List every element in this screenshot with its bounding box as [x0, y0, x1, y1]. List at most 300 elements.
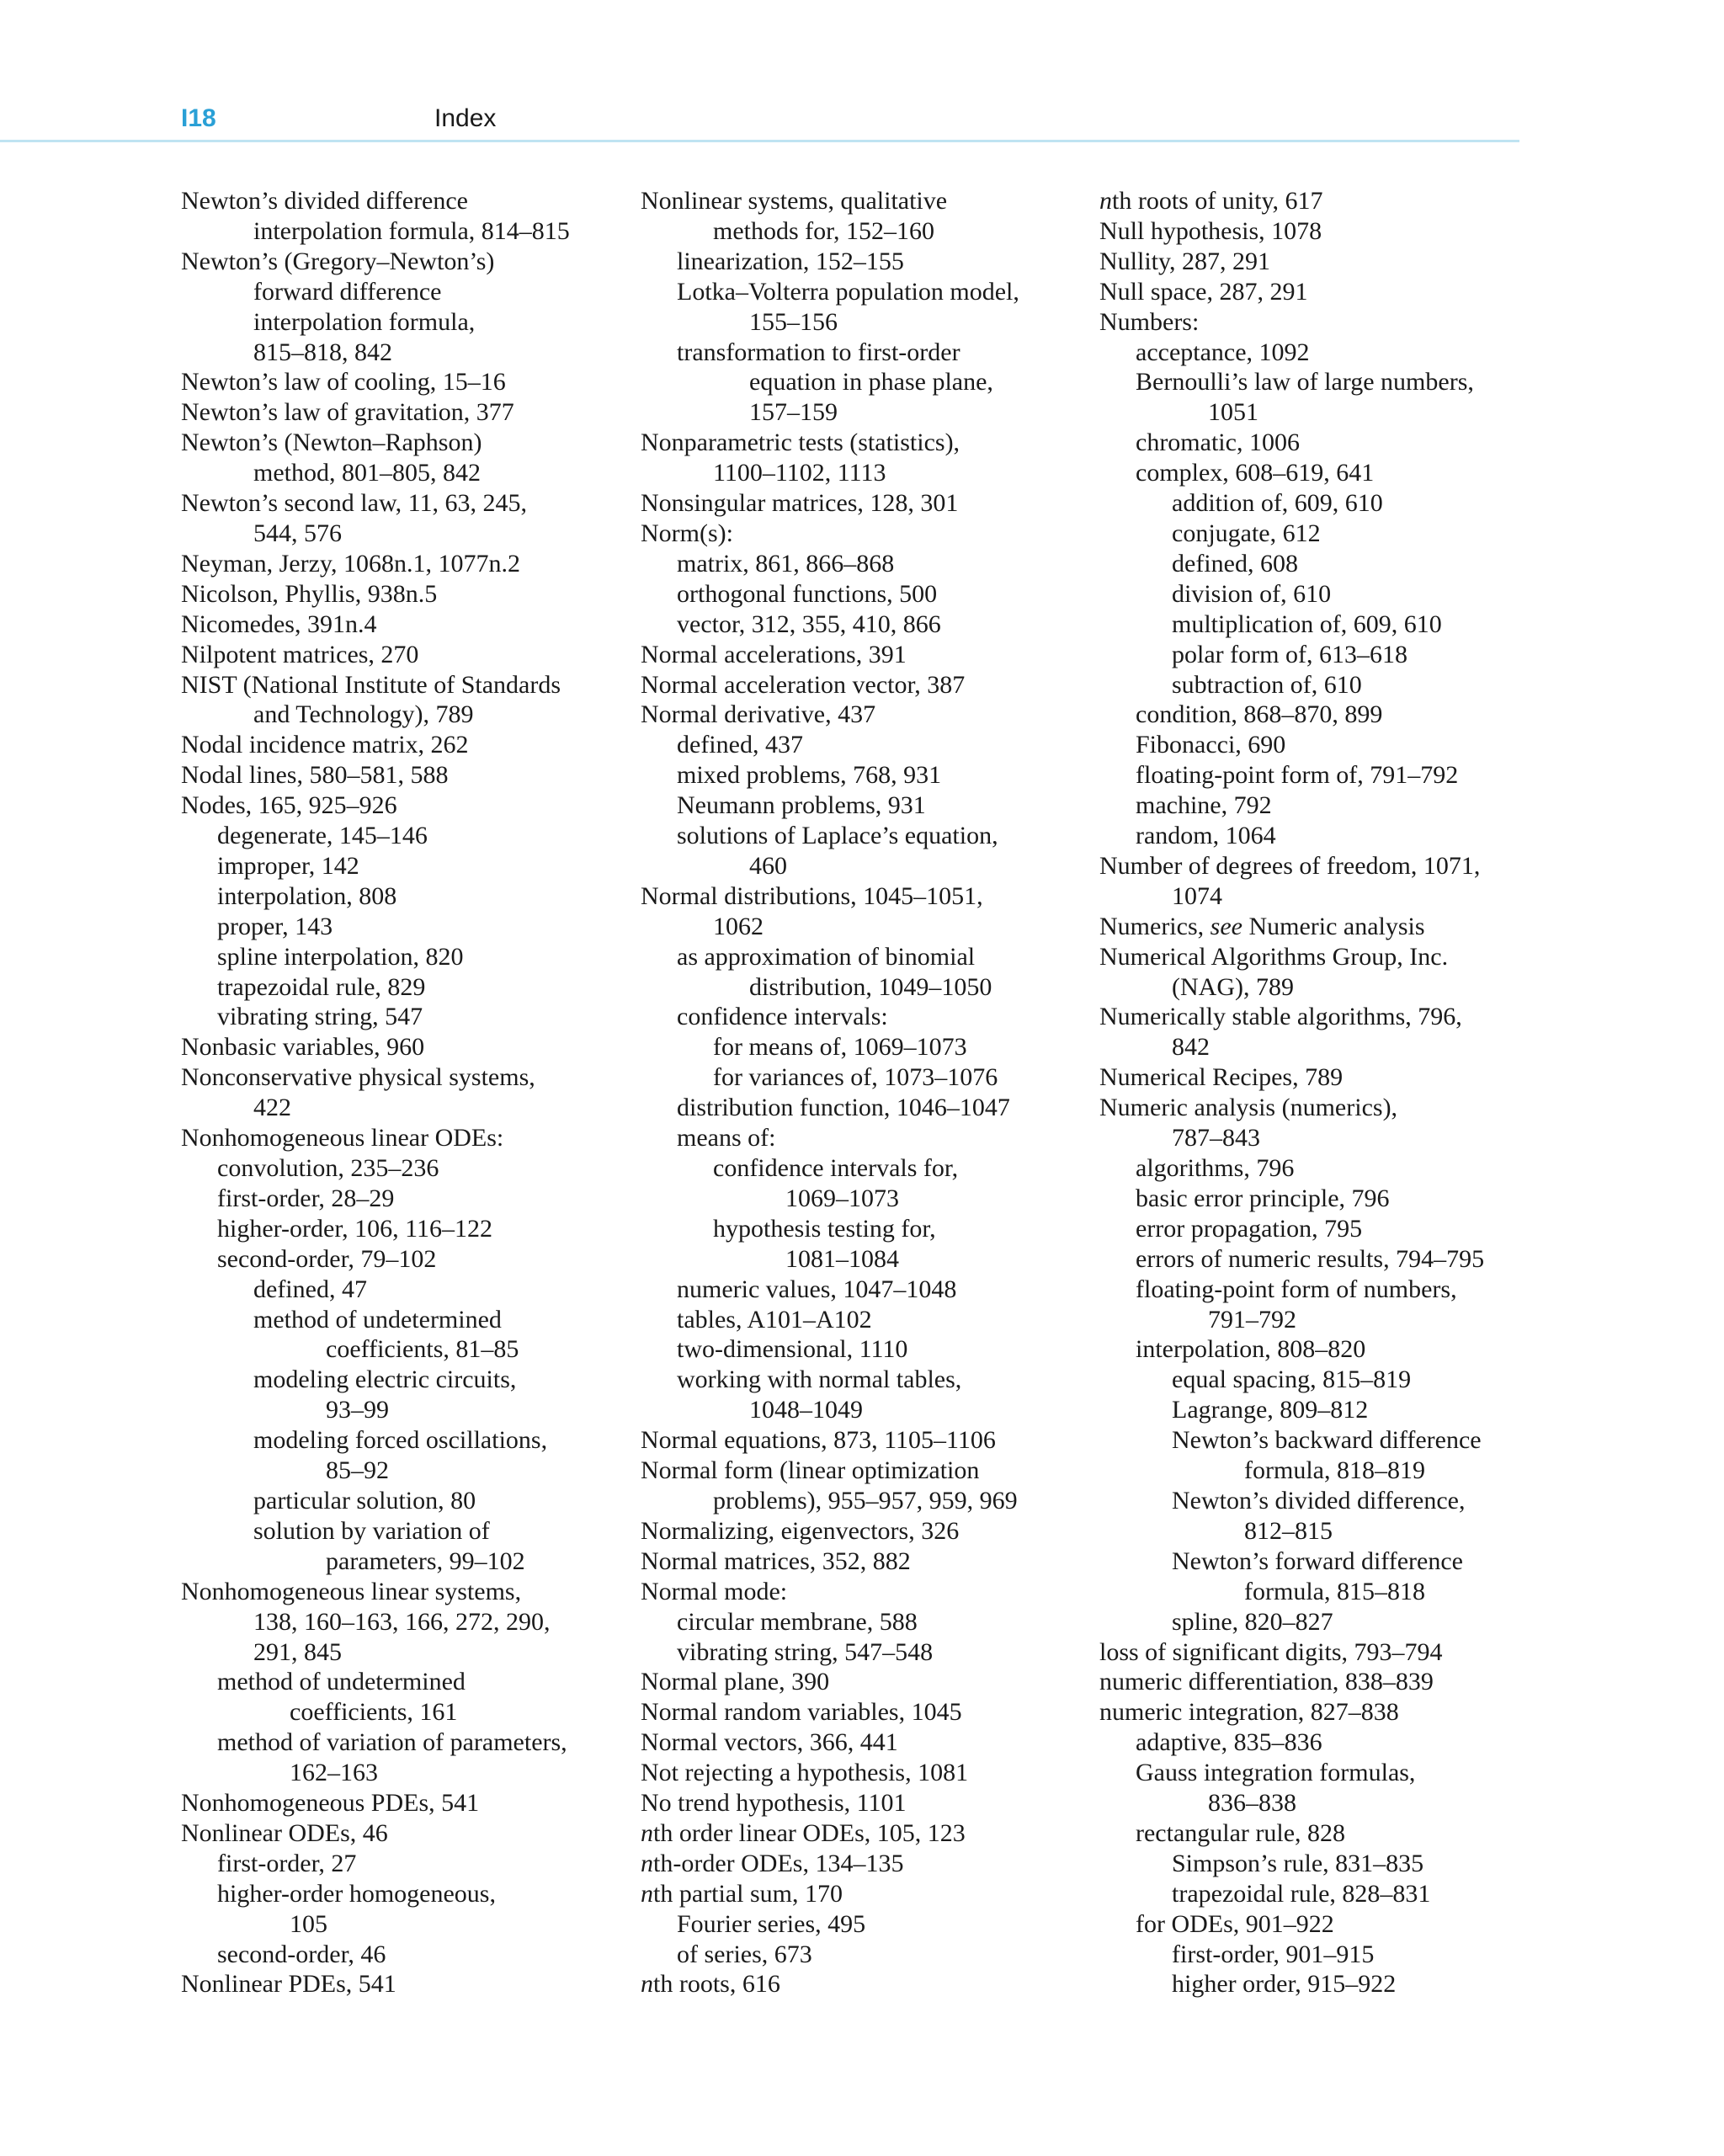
index-entry-text: adaptive, 835–836 [1136, 1728, 1322, 1757]
index-entry [1099, 1425, 1571, 1486]
index-entry-text: Number of degrees of freedom, 1071, [1099, 851, 1481, 880]
index-entry [641, 821, 1112, 881]
index-entry [181, 1486, 652, 1516]
index-entry [641, 791, 1112, 821]
index-entry [181, 1184, 652, 1214]
index-entry [641, 1425, 1112, 1456]
index-entry [181, 1002, 652, 1032]
index-entry-continuation: 93–99 [326, 1396, 389, 1424]
index-entry [181, 1849, 652, 1879]
index-entry-text: loss of significant digits, 793–794 [1099, 1637, 1443, 1666]
index-entry [181, 367, 652, 397]
index-entry-continuation: 85–92 [326, 1456, 389, 1485]
index-entry-text: Fibonacci, 690 [1136, 731, 1286, 759]
index-entry [181, 1275, 652, 1305]
index-entry-text: nth-order ODEs, 134–135 [641, 1849, 904, 1877]
index-entry-text: Normal random variables, 1045 [641, 1698, 962, 1727]
index-entry [181, 186, 652, 247]
index-entry-continuation: equation in phase plane, [749, 368, 993, 397]
index-entry [1099, 1607, 1571, 1637]
index-entry-text: Nonparametric tests (statistics), [641, 429, 960, 457]
index-entry [1099, 1879, 1571, 1909]
index-entry-text: Numerical Algorithms Group, Inc. [1099, 942, 1449, 971]
index-entry-text: polar form of, 613–618 [1172, 640, 1407, 668]
index-entry [181, 912, 652, 942]
index-entry [181, 851, 652, 881]
index-entry [1099, 307, 1571, 338]
index-entry [641, 1758, 1112, 1788]
header-rule [0, 140, 1519, 142]
index-entry-text: hypothesis testing for, [713, 1214, 936, 1243]
index-entry [181, 1153, 652, 1184]
index-entry-text: Nullity, 287, 291 [1099, 247, 1271, 275]
index-entry-continuation: interpolation formula, 814–815 [253, 216, 570, 245]
running-head-title: Index [434, 104, 497, 132]
index-entry [1099, 1334, 1571, 1365]
index-entry-text: first-order, 28–29 [217, 1184, 395, 1212]
index-entry-text: Newton’s second law, 11, 63, 245, [181, 489, 528, 518]
index-entry-text: Normal matrices, 352, 882 [641, 1546, 911, 1575]
index-entry-continuation: 162–163 [290, 1759, 378, 1787]
index-entry-text: proper, 143 [217, 912, 333, 940]
index-entry [1099, 1667, 1571, 1697]
index-entry-text: Neyman, Jerzy, 1068n.1, 1077n.2 [181, 549, 520, 578]
index-entry-continuation: 815–818, 842 [253, 338, 392, 366]
index-entry-text: interpolation, 808 [217, 881, 397, 910]
index-entry-text: spline interpolation, 820 [217, 942, 464, 971]
index-entry-continuation: forward difference [253, 277, 442, 306]
index-entry [181, 1032, 652, 1062]
index-entry [1099, 488, 1571, 519]
index-entry [641, 1788, 1112, 1818]
index-entry-text: Simpson’s rule, 831–835 [1172, 1849, 1424, 1877]
index-entry [1099, 1849, 1571, 1879]
index-entry [1099, 730, 1571, 760]
index-entry-text: acceptance, 1092 [1136, 338, 1310, 366]
index-entry-continuation: 157–159 [749, 398, 838, 427]
index-entry [641, 428, 1112, 488]
index-entry-text: Newton’s law of cooling, 15–16 [181, 368, 506, 397]
index-entry-text: nth partial sum, 170 [641, 1879, 843, 1908]
index-entry-text: Normal equations, 873, 1105–1106 [641, 1426, 996, 1455]
index-entry-text: transformation to first-order [677, 338, 960, 366]
index-entry [1099, 1275, 1571, 1335]
index-entry-continuation: coefficients, 81–85 [326, 1335, 519, 1364]
index-entry [1099, 428, 1571, 458]
index-entry-text: degenerate, 145–146 [217, 822, 428, 850]
index-entry [181, 670, 652, 731]
index-entry-text: confidence intervals for, [713, 1154, 959, 1182]
index-entry-continuation: coefficients, 161 [290, 1698, 458, 1727]
index-entry [1099, 1093, 1571, 1153]
index-entry [641, 1002, 1112, 1032]
index-entry-text: higher-order, 106, 116–122 [217, 1214, 493, 1243]
index-entry [181, 549, 652, 579]
index-entry-continuation: 155–156 [749, 307, 838, 336]
index-entry-text: Newton’s law of gravitation, 377 [181, 398, 514, 427]
index-entry [1099, 247, 1571, 277]
index-entry-text: Normal accelerations, 391 [641, 640, 907, 668]
index-entry-continuation: formula, 815–818 [1244, 1577, 1425, 1605]
index-entry-text: Nicomedes, 391n.4 [181, 610, 377, 638]
index-entry-text: Normal distributions, 1045–1051, [641, 881, 983, 910]
index-entry-text: nth order linear ODEs, 105, 123 [641, 1818, 966, 1847]
index-entry [641, 1667, 1112, 1697]
index-entry-text: Nodal lines, 580–581, 588 [181, 761, 449, 790]
index-entry-text: second-order, 79–102 [217, 1244, 437, 1273]
index-entry [641, 1697, 1112, 1727]
index-column-1 [181, 186, 652, 1999]
index-entry-text: particular solution, 80 [253, 1486, 476, 1515]
index-entry-text: defined, 47 [253, 1275, 367, 1303]
index-entry-text: numeric differentiation, 838–839 [1099, 1668, 1434, 1696]
index-entry-text: matrix, 861, 866–868 [677, 549, 895, 578]
index-entry [1099, 821, 1571, 851]
index-entry-continuation: 787–843 [1172, 1124, 1260, 1153]
index-entry-continuation: 138, 160–163, 166, 272, 290, [253, 1607, 551, 1636]
index-entry-text: means of: [677, 1124, 776, 1153]
index-entry-text: Newton’s divided difference, [1172, 1486, 1466, 1515]
index-entry-text: spline, 820–827 [1172, 1607, 1333, 1636]
index-entry [641, 1940, 1112, 1970]
index-entry-continuation: distribution, 1049–1050 [749, 972, 992, 1001]
index-entry-text: modeling forced oscillations, [253, 1426, 548, 1455]
index-entry-text: Numerically stable algorithms, 796, [1099, 1003, 1462, 1031]
index-entry-text: solution by variation of [253, 1516, 490, 1545]
index-entry-text: Gauss integration formulas, [1136, 1759, 1416, 1787]
index-entry-text: interpolation, 808–820 [1136, 1335, 1366, 1364]
index-entry-continuation: parameters, 99–102 [326, 1546, 525, 1575]
index-entry [181, 610, 652, 640]
index-entry-text: Normalizing, eigenvectors, 326 [641, 1516, 960, 1545]
index-entry [1099, 367, 1571, 428]
index-entry-text: Nonsingular matrices, 128, 301 [641, 489, 959, 518]
index-entry [181, 247, 652, 368]
index-entry [641, 700, 1112, 730]
index-entry-text: defined, 608 [1172, 549, 1298, 578]
index-entry-text: Normal derivative, 437 [641, 700, 876, 729]
index-entry-text: Null hypothesis, 1078 [1099, 216, 1322, 245]
index-entry [1099, 640, 1571, 670]
index-entry-text: nth roots, 616 [641, 1970, 780, 1999]
index-entry [641, 1275, 1112, 1305]
index-entry-continuation: (NAG), 789 [1172, 972, 1294, 1001]
index-entry-continuation: problems), 955–957, 959, 969 [713, 1486, 1018, 1515]
index-entry-text: conjugate, 612 [1172, 519, 1321, 547]
index-entry-text: machine, 792 [1136, 791, 1272, 820]
index-entry-text: method of undetermined [253, 1305, 502, 1334]
index-entry [1099, 519, 1571, 549]
index-entry-text: trapezoidal rule, 828–831 [1172, 1879, 1431, 1908]
index-entry-text: complex, 608–619, 641 [1136, 459, 1375, 487]
index-entry [641, 1093, 1112, 1123]
index-entry-continuation: interpolation formula, [253, 307, 476, 336]
index-entry [641, 1062, 1112, 1093]
index-entry [181, 972, 652, 1003]
index-entry-text: confidence intervals: [677, 1003, 888, 1031]
index-entry [1099, 549, 1571, 579]
index-entry-text: Nonlinear systems, qualitative [641, 187, 948, 215]
index-entry [641, 1334, 1112, 1365]
index-entry [1099, 1002, 1571, 1062]
index-entry [181, 1577, 652, 1668]
index-entry-text: numeric values, 1047–1048 [677, 1275, 957, 1303]
index-entry-text: of series, 673 [677, 1940, 812, 1968]
index-entry-text: Fourier series, 495 [677, 1909, 866, 1938]
index-entry [1099, 1969, 1571, 1999]
index-entry-continuation: formula, 818–819 [1244, 1456, 1425, 1485]
index-entry-text: Newton’s divided difference [181, 187, 469, 215]
index-entry-text: Normal form (linear optimization [641, 1456, 980, 1485]
index-entry-text: Nicolson, Phyllis, 938n.5 [181, 579, 438, 608]
index-entry-text: second-order, 46 [217, 1940, 386, 1968]
index-entry [1099, 1365, 1571, 1395]
index-entry-continuation: methods for, 152–160 [713, 216, 934, 245]
index-entry [641, 1032, 1112, 1062]
index-entry-text: Newton’s forward difference [1172, 1546, 1463, 1575]
index-entry-text: Numerics, see Numeric analysis [1099, 912, 1425, 940]
index-entry [1099, 912, 1571, 942]
index-entry [1099, 1758, 1571, 1818]
index-entry-text: Numeric analysis (numerics), [1099, 1094, 1398, 1122]
index-entry [181, 428, 652, 488]
index-entry-text: Newton’s backward difference [1172, 1426, 1482, 1455]
index-entry [1099, 851, 1571, 912]
index-entry-continuation: 812–815 [1244, 1516, 1333, 1545]
index-entry-continuation: 422 [253, 1094, 291, 1122]
index-entry [641, 670, 1112, 700]
index-entry [1099, 1153, 1571, 1184]
index-entry-continuation: and Technology), 789 [253, 700, 474, 729]
index-entry-text: two-dimensional, 1110 [677, 1335, 908, 1364]
page-header [0, 0, 1724, 152]
index-entry-text: linearization, 152–155 [677, 247, 904, 275]
index-entry [1099, 700, 1571, 730]
index-entry-text: numeric integration, 827–838 [1099, 1698, 1399, 1727]
index-entry-text: first-order, 27 [217, 1849, 357, 1877]
index-entry [181, 640, 652, 670]
index-entry-text: for ODEs, 901–922 [1136, 1909, 1334, 1938]
index-entry-text: Nodal incidence matrix, 262 [181, 731, 469, 759]
index-entry [1099, 458, 1571, 488]
index-entry [1099, 579, 1571, 610]
index-entry [641, 1305, 1112, 1335]
index-column-3 [1099, 186, 1571, 1999]
index-entry-text: Nonlinear PDEs, 541 [181, 1970, 396, 1999]
index-entry-text: vibrating string, 547 [217, 1003, 423, 1031]
index-entry-text: subtraction of, 610 [1172, 670, 1362, 699]
index-entry-text: Nonhomogeneous linear ODEs: [181, 1124, 504, 1153]
index-entry [641, 1516, 1112, 1546]
index-entry [181, 1365, 652, 1425]
index-entry-continuation: 1081–1084 [785, 1244, 899, 1273]
index-entry-text: Lotka–Volterra population model, [677, 277, 1019, 306]
index-entry [1099, 338, 1571, 368]
index-entry-text: as approximation of binomial [677, 942, 976, 971]
index-entry [641, 519, 1112, 549]
page-number: I18 [181, 104, 216, 132]
index-entry [641, 247, 1112, 277]
index-entry [1099, 1940, 1571, 1970]
index-entry [181, 791, 652, 821]
index-entry-text: division of, 610 [1172, 579, 1332, 608]
index-entry-text: modeling electric circuits, [253, 1365, 517, 1394]
index-entry-text: higher order, 915–922 [1172, 1970, 1397, 1999]
index-entry-text: Nonconservative physical systems, [181, 1063, 535, 1092]
index-entry [181, 730, 652, 760]
index-entry-text: trapezoidal rule, 829 [217, 972, 426, 1001]
index-entry-text: working with normal tables, [677, 1365, 962, 1394]
index-entry [1099, 610, 1571, 640]
index-entry-continuation: 842 [1172, 1033, 1210, 1062]
index-entry-continuation: 791–792 [1208, 1305, 1296, 1334]
index-entry [641, 1727, 1112, 1758]
index-entry-text: Normal plane, 390 [641, 1668, 830, 1696]
index-entry [1099, 277, 1571, 307]
index-entry [181, 1214, 652, 1244]
index-entry-text: improper, 142 [217, 851, 359, 880]
index-entry [641, 338, 1112, 429]
index-entry [1099, 1395, 1571, 1425]
index-entry-text: Bernoulli’s law of large numbers, [1136, 368, 1474, 397]
index-entry-text: Normal acceleration vector, 387 [641, 670, 966, 699]
index-entry-continuation: method, 801–805, 842 [253, 459, 481, 487]
index-entry-text: Normal vectors, 366, 441 [641, 1728, 898, 1757]
index-entry [641, 730, 1112, 760]
index-entry-text: circular membrane, 588 [677, 1607, 918, 1636]
index-entry-text: rectangular rule, 828 [1136, 1818, 1346, 1847]
index-entry [641, 1969, 1112, 1999]
index-entry [1099, 1244, 1571, 1275]
index-entry [1099, 942, 1571, 1003]
index-entry [641, 277, 1112, 338]
index-entry-text: multiplication of, 609, 610 [1172, 610, 1442, 638]
index-entry [641, 760, 1112, 791]
index-entry [641, 1153, 1112, 1214]
index-entry-text: Nilpotent matrices, 270 [181, 640, 419, 668]
index-entry-text: Lagrange, 809–812 [1172, 1396, 1369, 1424]
index-entry-text: solutions of Laplace’s equation, [677, 822, 998, 850]
index-entry-text: condition, 868–870, 899 [1136, 700, 1383, 729]
index-entry-text: floating-point form of, 791–792 [1136, 761, 1459, 790]
index-entry [1099, 791, 1571, 821]
index-entry [181, 1062, 652, 1123]
index-entry [181, 488, 652, 549]
index-entry [181, 1425, 652, 1486]
index-entry [1099, 1818, 1571, 1849]
index-entry-continuation: 1069–1073 [785, 1184, 899, 1212]
index-entry-text: tables, A101–A102 [677, 1305, 872, 1334]
index-entry [1099, 1697, 1571, 1727]
index-entry [641, 881, 1112, 942]
index-entry [181, 1727, 652, 1788]
index-entry-text: vector, 312, 355, 410, 866 [677, 610, 941, 638]
index-entry-continuation: 1051 [1208, 398, 1258, 427]
index-entry [641, 1818, 1112, 1849]
index-entry [181, 1879, 652, 1940]
index-entry-continuation: 1048–1049 [749, 1396, 863, 1424]
index-entry-text: defined, 437 [677, 731, 803, 759]
index-entry [641, 579, 1112, 610]
index-entry-text: basic error principle, 796 [1136, 1184, 1390, 1212]
index-entry-text: for means of, 1069–1073 [713, 1033, 967, 1062]
index-entry [1099, 1184, 1571, 1214]
index-entry-text: Null space, 287, 291 [1099, 277, 1308, 306]
index-entry-continuation: 836–838 [1208, 1789, 1296, 1818]
index-entry-continuation: 105 [290, 1909, 327, 1938]
index-entry [1099, 1909, 1571, 1940]
index-entry [641, 1637, 1112, 1668]
index-entry-text: random, 1064 [1136, 822, 1276, 850]
index-entry [181, 1667, 652, 1727]
index-entry [181, 760, 652, 791]
index-entry [641, 186, 1112, 247]
index-entry-text: No trend hypothesis, 1101 [641, 1789, 907, 1818]
index-entry-text: Newton’s (Newton–Raphson) [181, 429, 482, 457]
index-entry-text: addition of, 609, 610 [1172, 489, 1383, 518]
index-entry-text: Nonlinear ODEs, 46 [181, 1818, 388, 1847]
index-entry [181, 942, 652, 972]
index-entry [641, 1577, 1112, 1607]
index-entry-text: errors of numeric results, 794–795 [1136, 1244, 1485, 1273]
index-entry [641, 1123, 1112, 1153]
index-entry [181, 881, 652, 912]
index-entry [641, 549, 1112, 579]
index-entry-continuation: 1100–1102, 1113 [713, 459, 886, 487]
index-entry-text: method of variation of parameters, [217, 1728, 567, 1757]
index-entry-text: algorithms, 796 [1136, 1154, 1295, 1182]
index-entry-text: error propagation, 795 [1136, 1214, 1363, 1243]
index-entry [1099, 1637, 1571, 1668]
index-entry [641, 1456, 1112, 1516]
index-entry [1099, 1486, 1571, 1546]
index-entry-text: floating-point form of numbers, [1136, 1275, 1457, 1303]
index-entry-text: Norm(s): [641, 519, 733, 547]
index-entry [641, 488, 1112, 519]
index-entry-text: convolution, 235–236 [217, 1154, 439, 1182]
index-entry [1099, 1546, 1571, 1607]
index-entry [641, 942, 1112, 1003]
index-entry [181, 1516, 652, 1577]
index-entry-text: Normal mode: [641, 1577, 788, 1605]
index-entry [641, 640, 1112, 670]
index-entry-text: Nodes, 165, 925–926 [181, 791, 397, 820]
index-entry [181, 1788, 652, 1818]
index-entry-text: Not rejecting a hypothesis, 1081 [641, 1759, 969, 1787]
index-entry [1099, 216, 1571, 247]
index-entry-text: mixed problems, 768, 931 [677, 761, 942, 790]
index-entry [1099, 1214, 1571, 1244]
index-entry [641, 1214, 1112, 1275]
index-entry-continuation: 544, 576 [253, 519, 342, 547]
index-entry [181, 1305, 652, 1365]
index-entry [1099, 760, 1571, 791]
index-entry [181, 1940, 652, 1970]
index-entry-continuation: 1062 [713, 912, 764, 940]
index-entry [181, 397, 652, 428]
index-entry-text: Nonbasic variables, 960 [181, 1033, 425, 1062]
index-entry [641, 1365, 1112, 1425]
index-entry [641, 1909, 1112, 1940]
index-entry [641, 610, 1112, 640]
index-entry-text: Nonhomogeneous linear systems, [181, 1577, 522, 1605]
index-entry-text: Nonhomogeneous PDEs, 541 [181, 1789, 480, 1818]
index-entry-text: equal spacing, 815–819 [1172, 1365, 1412, 1394]
index-entry [641, 1849, 1112, 1879]
index-entry-text: higher-order homogeneous, [217, 1879, 496, 1908]
index-entry-text: Neumann problems, 931 [677, 791, 926, 820]
index-entry-text: first-order, 901–915 [1172, 1940, 1375, 1968]
